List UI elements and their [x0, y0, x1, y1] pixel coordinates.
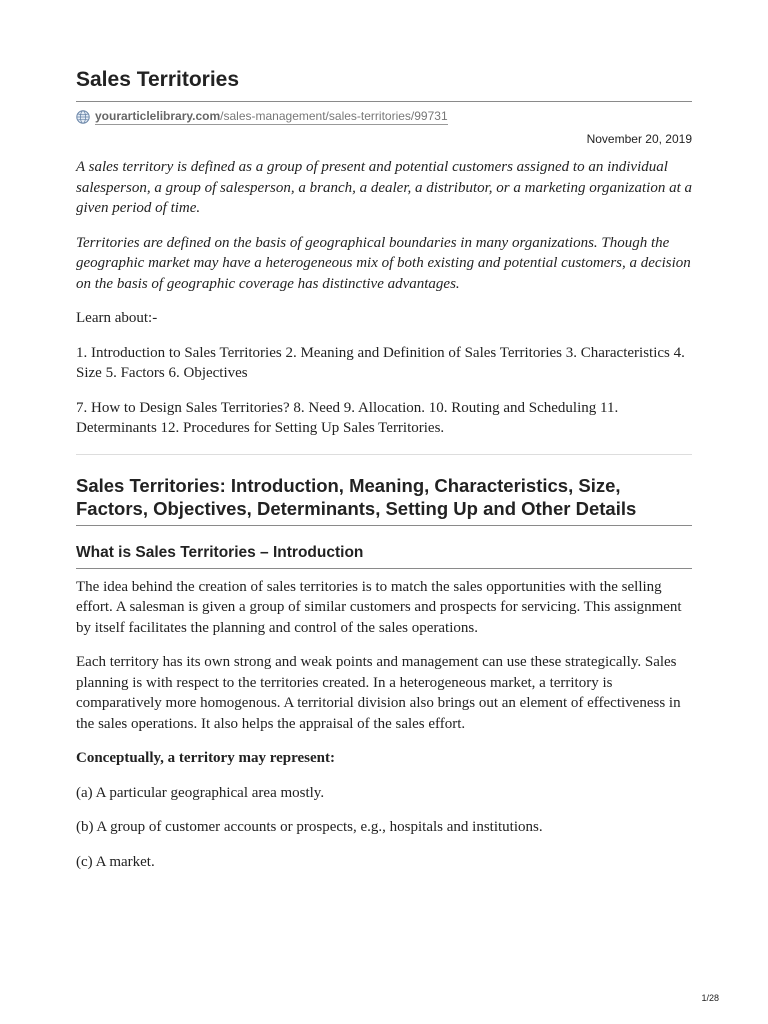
globe-icon [76, 110, 90, 124]
publish-date: November 20, 2019 [586, 132, 692, 146]
subsection-heading: What is Sales Territories – Introduction [76, 543, 692, 569]
intro-paragraph-2: Territories are defined on the basis of geographical boundaries in many organizations. Though the geographic market may have a heterogeneous mix of both existing and potential customers, a decision on the basis of geographic coverage has distinctive advantages. [76, 234, 691, 292]
concept-item-b: (b) A group of customer accounts or prospects, e.g., hospitals and institutions. [76, 819, 543, 835]
page-title: Sales Territories [76, 67, 692, 102]
source-domain: yourarticlelibrary.com [95, 109, 221, 123]
body-paragraph-1: The idea behind the creation of sales territories is to match the sales opportunities with the selling effort. A salesman is given a group of similar customers and prospects for servicing. This assignment by itself facilitates the planning and control of the sales operations. [76, 578, 682, 636]
source-link[interactable] [95, 108, 448, 125]
section-heading: Sales Territories: Introduction, Meaning, Characteristics, Size, Factors, Objectives, Determinants, Setting Up and Other Details [76, 474, 692, 526]
concept-item-a: (a) A particular geographical area mostly. [76, 784, 325, 801]
toc-line-1: 1. Introduction to Sales Territories 2. Meaning and Definition of Sales Territories 3. Characteristics 4. Size 5. Factors 6. Objectives [76, 344, 685, 381]
page-number: 1/28 [701, 993, 719, 1003]
source-line [76, 108, 692, 125]
learn-about-label: Learn about:- [76, 310, 158, 326]
document-page [76, 0, 692, 872]
divider [76, 454, 692, 455]
intro-paragraph-1: A sales territory is defined as a group of present and potential customers assigned to an individual salesperson, a group of salesperson, a branch, a dealer, a distributor, or a marketing organization at a given period of time. [76, 159, 692, 216]
body-paragraph-2: Each territory has its own strong and weak points and management can use these strategically. Sales planning is with respect to the territories created. In a heterogeneous market, a territory is comparatively more homogenous. A territorial division also brings out an element of effectiveness in the sales operations. It also helps the appraisal of the sales effort. [76, 654, 681, 732]
source-path: /sales-management/sales-territories/99731 [220, 109, 448, 123]
concept-item-c: (c) A market. [76, 853, 155, 870]
concept-heading: Conceptually, a territory may represent: [76, 750, 335, 766]
toc-line-2: 7. How to Design Sales Territories? 8. Need 9. Allocation. 10. Routing and Scheduling 11. Determinants 12. Procedures for Setting Up Sales Territories. [76, 399, 619, 436]
